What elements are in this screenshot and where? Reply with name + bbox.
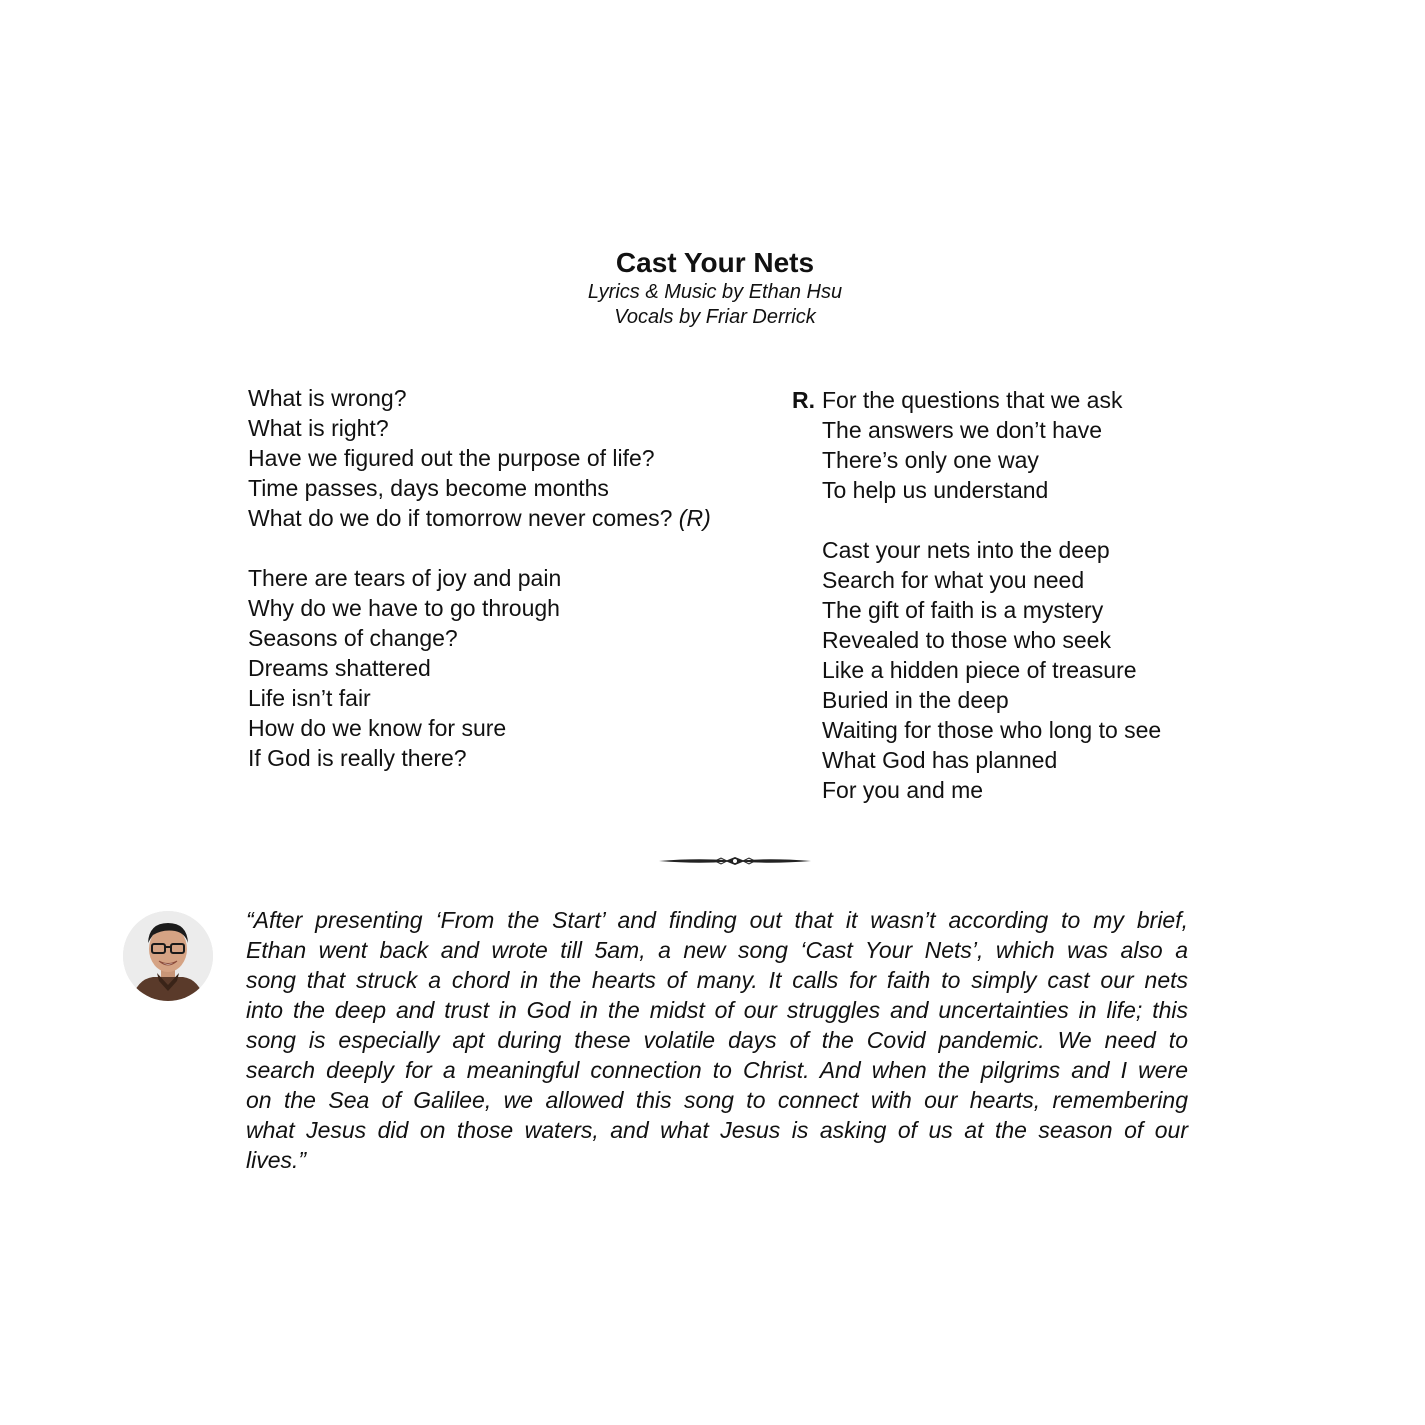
- lyric-line: Have we figured out the purpose of life?: [248, 445, 655, 471]
- portrait-photo: [123, 911, 213, 1001]
- lyric-line: Search for what you need: [822, 567, 1085, 593]
- verses-column: [248, 383, 768, 773]
- refrain-label: R.: [792, 387, 815, 413]
- lyric-line: If God is really there?: [248, 745, 467, 771]
- quote-line: “After presenting ‘From the Start’ and finding out that it wasn’t according to my brief,: [246, 907, 1188, 933]
- lyric-line: What God has planned: [822, 747, 1058, 773]
- lyric-line: The answers we don’t have: [822, 417, 1102, 443]
- lyric-line: Life isn’t fair: [248, 685, 371, 711]
- song-title: Cast Your Nets: [615, 247, 815, 278]
- song-header: [0, 246, 1425, 330]
- quote-line: into the deep and trust in God in the midst of our struggles and uncertainties in life; this: [246, 997, 1188, 1023]
- lyric-line: Buried in the deep: [822, 687, 1009, 713]
- quote-line: Ethan went back and wrote till 5am, a new song ‘Cast Your Nets’, which was also a: [246, 937, 1188, 963]
- testimonial-quote: [246, 905, 1188, 1175]
- refrain-first-line: [792, 385, 1212, 415]
- quote-line: on the Sea of Galilee, we allowed this song to connect with our hearts, remembering: [246, 1087, 1188, 1113]
- ornamental-divider-icon: [657, 852, 813, 870]
- lyric-line: There are tears of joy and pain: [248, 565, 562, 591]
- quote-line: search deeply for a meaningful connection to Christ. And when the pilgrims and I were: [246, 1057, 1188, 1083]
- lyric-line: Cast your nets into the deep: [822, 537, 1110, 563]
- lyric-line: What is wrong?: [248, 385, 407, 411]
- refrain-marker: (R): [678, 505, 711, 531]
- lyric-text: What do we do if tomorrow never comes?: [248, 505, 679, 531]
- credit-lyrics: Lyrics & Music by Ethan Hsu: [587, 281, 843, 303]
- lyric-line: Waiting for those who long to see: [822, 717, 1162, 743]
- lyric-line: For you and me: [822, 777, 984, 803]
- lyric-line: Time passes, days become months: [248, 475, 609, 501]
- lyric-line: Dreams shattered: [248, 655, 431, 681]
- lyric-line: What is right?: [248, 415, 389, 441]
- quote-line: song that struck a chord in the hearts of many. It calls for faith to simply cast our nets: [246, 967, 1188, 993]
- lyric-line: The gift of faith is a mystery: [822, 597, 1104, 623]
- lyric-line: Like a hidden piece of treasure: [822, 657, 1137, 683]
- stanza-gap: [792, 505, 1212, 535]
- quote-line: song is especially apt during these volatile days of the Covid pandemic. We need to: [246, 1027, 1188, 1053]
- avatar: [123, 911, 213, 1001]
- quote-line: what Jesus did on those waters, and what Jesus is asking of us at the season of our: [246, 1117, 1188, 1143]
- quote-line: lives.”: [246, 1147, 307, 1173]
- lyric-line: How do we know for sure: [248, 715, 507, 741]
- lyric-line: There’s only one way: [822, 447, 1039, 473]
- lyric-line: [248, 503, 768, 533]
- lyric-line: Seasons of change?: [248, 625, 458, 651]
- lyric-line: Why do we have to go through: [248, 595, 560, 621]
- stanza-gap: [248, 533, 768, 563]
- refrain-column: [792, 385, 1212, 805]
- lyric-text: For the questions that we ask: [822, 387, 1123, 413]
- credit-vocals: Vocals by Friar Derrick: [614, 306, 816, 328]
- lyric-line: To help us understand: [822, 477, 1049, 503]
- lyric-line: Revealed to those who seek: [822, 627, 1111, 653]
